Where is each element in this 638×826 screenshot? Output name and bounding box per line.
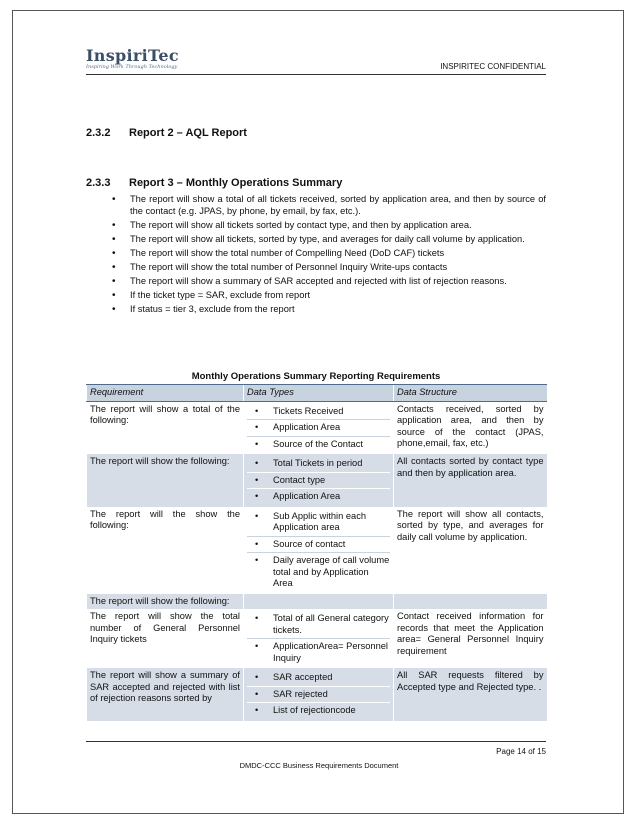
data-types-cell	[244, 507, 394, 594]
data-structure-cell: All SAR requests filtered by Accepted type and Rejected type. .	[394, 668, 547, 721]
data-structure-cell: The report will show all contacts, sorted by type, and averages for daily call volume by application.	[394, 507, 547, 594]
table-row	[87, 668, 547, 721]
section-heading-aql	[86, 127, 247, 139]
data-type-item: • Source of contact	[247, 537, 390, 554]
requirement-cell: The report will show a total of the following:	[87, 401, 244, 454]
table-row	[87, 609, 547, 668]
data-type-item: • SAR accepted	[247, 670, 390, 687]
logo-wordmark: InspiriTec	[86, 46, 179, 65]
data-types-cell	[244, 668, 394, 721]
data-type-item: • Total Tickets in period	[247, 456, 390, 473]
data-types-cell	[244, 454, 394, 507]
data-type-item: • Application Area	[247, 489, 390, 505]
data-structure-cell: All contacts sorted by contact type and then by application area.	[394, 454, 547, 507]
bullet-item: • If status = tier 3, exclude from the report	[112, 304, 546, 316]
table-row	[87, 507, 547, 594]
bullet-item: • The report will show a total of all tickets received, sorted by application area, and then by source of the contact (e.g. JPAS, by phone, by email, by fax, etc.).	[112, 194, 546, 217]
footer-divider	[86, 741, 546, 742]
data-type-item: • Sub Applic within each Application area	[247, 509, 390, 537]
requirement-cell: The report will show a summary of SAR accepted and rejected with list of rejection reasons sorted by	[87, 668, 244, 721]
section-number: 2.3.2	[86, 127, 111, 139]
table-row	[87, 401, 547, 454]
data-types-cell	[244, 609, 394, 668]
logo-tagline: Inspiring Work Through Technology	[86, 64, 178, 70]
table-title: Monthly Operations Summary Reporting Requirements	[191, 371, 441, 382]
page-number: Page 14 of 15	[496, 747, 546, 756]
data-structure-cell: Contacts received, sorted by application area, and then by source of the contact (JPAS, phone,email, fax, etc.)	[394, 401, 547, 454]
table-row	[87, 454, 547, 507]
requirement-cell: The report will show the following:	[87, 594, 244, 610]
data-type-item: • ApplicationArea= Personnel Inquiry	[247, 639, 390, 666]
company-logo	[86, 46, 179, 70]
bullet-item: • The report will show all tickets, sorted by type, and averages for daily call volume by application.	[112, 234, 546, 246]
data-type-item: • Contact type	[247, 473, 390, 490]
table-header-row	[87, 385, 547, 402]
requirements-bullet-list	[112, 194, 546, 318]
bullet-item: • The report will show a summary of SAR accepted and rejected with list of rejection reasons.	[112, 276, 546, 288]
requirement-cell: The report will show the following:	[87, 454, 244, 507]
data-type-item: • List of rejectioncode	[247, 703, 390, 719]
data-types-cell	[244, 594, 394, 610]
data-types-cell	[244, 401, 394, 454]
column-header: Data Structure	[394, 385, 547, 402]
data-structure-cell: Contact received information for records that meet the Application area= General Personnel Inquiry requirement	[394, 609, 547, 668]
data-type-item: • Source of the Contact	[247, 437, 390, 453]
data-type-item: • Application Area	[247, 420, 390, 437]
requirement-cell: The report will show the total number of General Personnel Inquiry tickets	[87, 609, 244, 668]
requirement-cell: The report will the show the following:	[87, 507, 244, 594]
bullet-item: • If the ticket type = SAR, exclude from report	[112, 290, 546, 302]
section-title: Report 2 – AQL Report	[129, 127, 247, 139]
section-heading-monthly	[86, 177, 342, 189]
section-number: 2.3.3	[86, 177, 111, 189]
confidential-label: INSPIRITEC CONFIDENTIAL	[440, 62, 546, 71]
data-type-item: • Total of all General category tickets.	[247, 611, 390, 639]
data-type-item: • Daily average of call volume total and by Application Area	[247, 553, 390, 592]
document-name: DMDC-CCC Business Requirements Document	[239, 761, 399, 770]
bullet-item: • The report will show the total number of Compelling Need (DoD CAF) tickets	[112, 248, 546, 260]
section-title: Report 3 – Monthly Operations Summary	[129, 177, 343, 189]
bullet-item: • The report will show the total number of Personnel Inquiry Write-ups contacts	[112, 262, 546, 274]
bullet-item: • The report will show all tickets sorted by contact type, and then by application area.	[112, 220, 546, 232]
column-header: Requirement	[87, 385, 244, 402]
data-type-item: • Tickets Received	[247, 404, 390, 421]
requirements-table	[86, 384, 547, 721]
table-row	[87, 594, 547, 610]
data-structure-cell	[394, 594, 547, 610]
column-header: Data Types	[244, 385, 394, 402]
data-type-item: • SAR rejected	[247, 687, 390, 704]
header-divider	[86, 74, 546, 75]
